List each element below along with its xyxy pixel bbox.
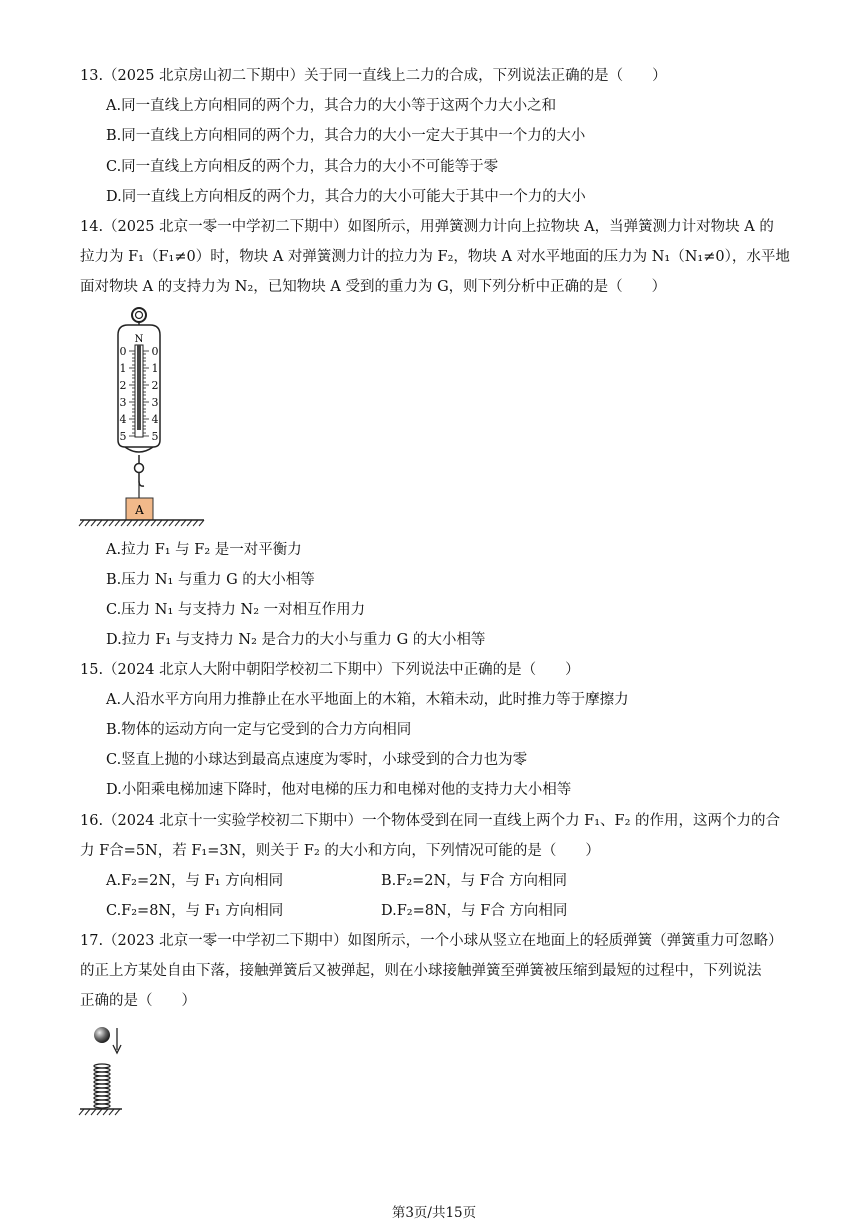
scale-left-4: 4 [119,413,127,426]
scale-right-1: 1 [151,362,159,375]
q16-option-b: B.F₂=2N，与 F合 方向相同 [381,873,567,889]
ball-spring-figure [78,1020,138,1120]
spring-icon [94,1064,110,1108]
spring-scale-figure [78,305,208,530]
q16-option-c: C.F₂=8N，与 F₁ 方向相同 [106,903,284,919]
q15-option-b: B.物体的运动方向一定与它受到的合力方向相同 [106,722,412,738]
scale-left-3: 3 [119,396,127,409]
scale-right-3: 3 [151,396,159,409]
q16-option-a: A.F₂=2N，与 F₁ 方向相同 [106,873,284,889]
scale-right-0: 0 [151,345,159,358]
q13-option-d: D.同一直线上方向相反的两个力，其合力的大小可能大于其中一个力的大小 [106,189,586,205]
q16-stem-line1: 16.（2024 北京十一实验学校初二下期中）一个物体受到在同一直线上两个力 F₁、F₂ 的作用，这两个力的合 [80,813,781,829]
q14-option-b: B.压力 N₁ 与重力 G 的大小相等 [106,572,315,588]
q13-option-a: A.同一直线上方向相同的两个力，其合力的大小等于这两个力大小之和 [106,98,557,114]
scale-left-1: 1 [119,362,127,375]
q14-stem-line1: 14.（2025 北京一零一中学初二下期中）如图所示，用弹簧测力计向上拉物块 A，当弹簧测力计对物块 A 的 [80,219,774,235]
scale-right-2: 2 [151,379,159,392]
scale-left-5: 5 [119,430,127,443]
scale-right-4: 4 [151,413,159,426]
q17-stem-line2: 的正上方某处自由下落，接触弹簧后又被弹起，则在小球接触弹簧至弹簧被压缩到最短的过程中，下列说法 [80,963,762,979]
q17-stem-line1: 17.（2023 北京一零一中学初二下期中）如图所示，一个小球从竖立在地面上的轻质弹簧（弹簧重力可忽略） [80,933,783,949]
q14-stem-line2: 拉力为 F₁（F₁≠0）时，物块 A 对弹簧测力计的拉力为 F₂，物块 A 对水平地面的压力为 N₁（N₁≠0），水平地 [80,249,790,265]
scale-right-5: 5 [151,430,159,443]
q13-option-c: C.同一直线上方向相反的两个力，其合力的大小不可能等于零 [106,159,499,175]
scale-left-2: 2 [119,379,127,392]
q14-option-c: C.压力 N₁ 与支持力 N₂ 一对相互作用力 [106,602,366,618]
scale-left-0: 0 [119,345,127,358]
page-footer: 第3页/共15页 [391,1205,477,1221]
q15-option-c: C.竖直上抛的小球达到最高点速度为零时，小球受到的合力也为零 [106,752,528,768]
q17-stem-line3: 正确的是（ ） [80,993,196,1009]
q13-option-b: B.同一直线上方向相同的两个力，其合力的大小一定大于其中一个力的大小 [106,128,586,144]
q15-option-a: A.人沿水平方向用力推静止在水平地面上的木箱，木箱未动，此时推力等于摩擦力 [106,692,629,708]
q13-stem: 13.（2025 北京房山初二下期中）关于同一直线上二力的合成，下列说法正确的是（ ） [80,68,667,84]
q16-option-d: D.F₂=8N，与 F合 方向相同 [381,903,568,919]
ball-icon [94,1027,110,1043]
q16-stem-line2: 力 F合=5N，若 F₁=3N，则关于 F₂ 的大小和方向，下列情况可能的是（ ） [80,843,600,859]
q14-option-a: A.拉力 F₁ 与 F₂ 是一对平衡力 [106,542,302,558]
q14-stem-line3: 面对物块 A 的支持力为 N₂，已知物块 A 受到的重力为 G，则下列分析中正确的是（ ） [80,279,667,295]
q14-option-d: D.拉力 F₁ 与支持力 N₂ 是合力的大小与重力 G 的大小相等 [106,632,486,648]
q15-option-d: D.小阳乘电梯加速下降时，他对电梯的压力和电梯对他的支持力大小相等 [106,782,572,798]
scale-unit-label: N [134,334,144,345]
block-a-label: A [135,503,144,517]
q15-stem: 15.（2024 北京人大附中朝阳学校初二下期中）下列说法中正确的是（ ） [80,662,580,678]
